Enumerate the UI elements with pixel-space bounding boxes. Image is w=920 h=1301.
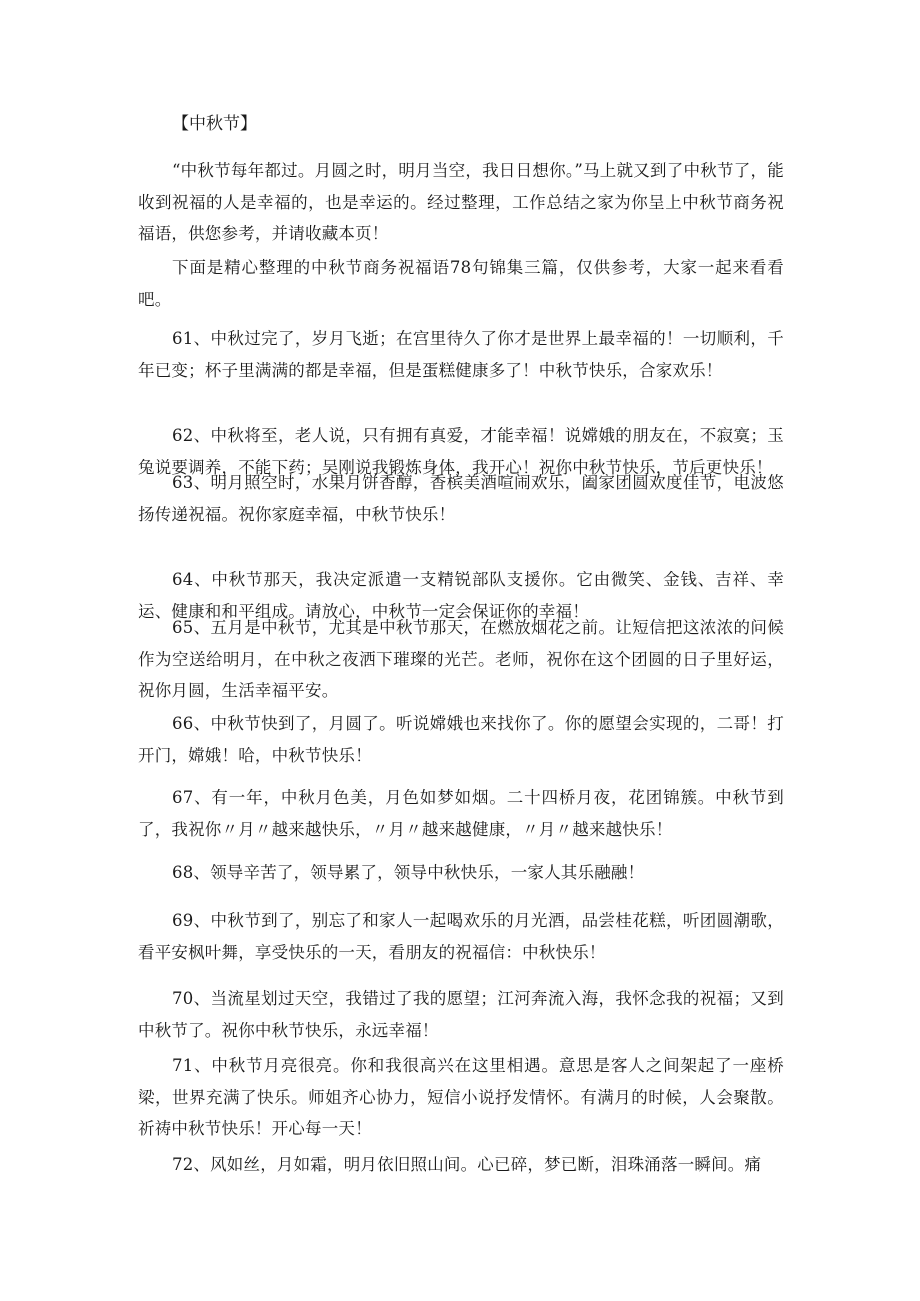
wish-item-66: 66、中秋节快到了，月圆了。听说嫦娥也来找你了。你的愿望会实现的，二哥！打开门，嫦娥！哈，中秋节快乐！ <box>138 714 784 765</box>
wish-item-62: 62、中秋将至，老人说，只有拥有真爱，才能幸福！说嫦娥的朋友在，不寂寞；玉兔说要调养，不能下药；吴刚说我锻炼身体，我开心！祝你中秋节快乐，节后更快乐！ <box>138 426 784 477</box>
wish-item-63: 63、明月照空时，水果月饼香醇，香槟美酒喧闹欢乐，阖家团圆欢度佳节，电波悠扬传递祝福。祝你家庭幸福，中秋节快乐！ <box>138 473 784 524</box>
wish-item-67: 67、有一年，中秋月色美，月色如梦如烟。二十四桥月夜，花团锦簇。中秋节到了，我祝你〃月〃越来越快乐，〃月〃越来越健康，〃月〃越来越快乐！ <box>138 788 784 839</box>
wish-item-72: 72、风如丝，月如霜，明月依旧照山间。心已碎，梦已断，泪珠涌落一瞬间。痛 <box>172 1155 762 1174</box>
lead-paragraph: 下面是精心整理的中秋节商务祝福语78句锦集三篇，仅供参考，大家一起来看看吧。 <box>138 258 784 309</box>
wish-item-68: 68、领导辛苦了，领导累了，领导中秋快乐，一家人其乐融融！ <box>172 863 645 882</box>
wish-item-65: 65、五月是中秋节，尤其是中秋节那天，在燃放烟花之前。让短信把这浓浓的问候作为空送给明月，在中秋之夜洒下璀璨的光芒。老师，祝你在这个团圆的日子里好运，祝你月圆，生活幸福平安。 <box>138 618 784 700</box>
section-title: 【中秋节】 <box>172 114 257 134</box>
wish-item-71: 71、中秋节月亮很亮。你和我很高兴在这里相遇。意思是客人之间架起了一座桥梁，世界充满了快乐。师姐齐心协力，短信小说抒发情怀。有满月的时候，人会聚散。祈祷中秋节快乐！开心每一天！ <box>138 1056 784 1138</box>
wish-item-70: 70、当流星划过天空，我错过了我的愿望；江河奔流入海，我怀念我的祝福；又到中秋节了。祝你中秋节快乐，永远幸福！ <box>138 989 784 1040</box>
wish-item-64: 64、中秋节那天，我决定派遣一支精锐部队支援你。它由微笑、金钱、吉祥、幸运、健康和和平组成。请放心，中秋节一定会保证你的幸福！ <box>138 570 784 621</box>
wish-item-61: 61、中秋过完了，岁月飞逝；在宫里待久了你才是世界上最幸福的！一切顺利，千年已变；杯子里满满的都是幸福，但是蛋糕健康多了！中秋节快乐，合家欢乐！ <box>138 329 784 380</box>
wish-item-69: 69、中秋节到了，别忘了和家人一起喝欢乐的月光酒，品尝桂花糕，听团圆潮歌，看平安枫叶舞，享受快乐的一天，看朋友的祝福信：中秋快乐！ <box>138 911 784 962</box>
intro-paragraph: “中秋节每年都过。月圆之时，明月当空，我日日想你。”马上就又到了中秋节了，能收到祝福的人是幸福的，也是幸运的。经过整理，工作总结之家为你呈上中秋节商务祝福语，供您参考，并请收藏本页！ <box>138 161 784 243</box>
